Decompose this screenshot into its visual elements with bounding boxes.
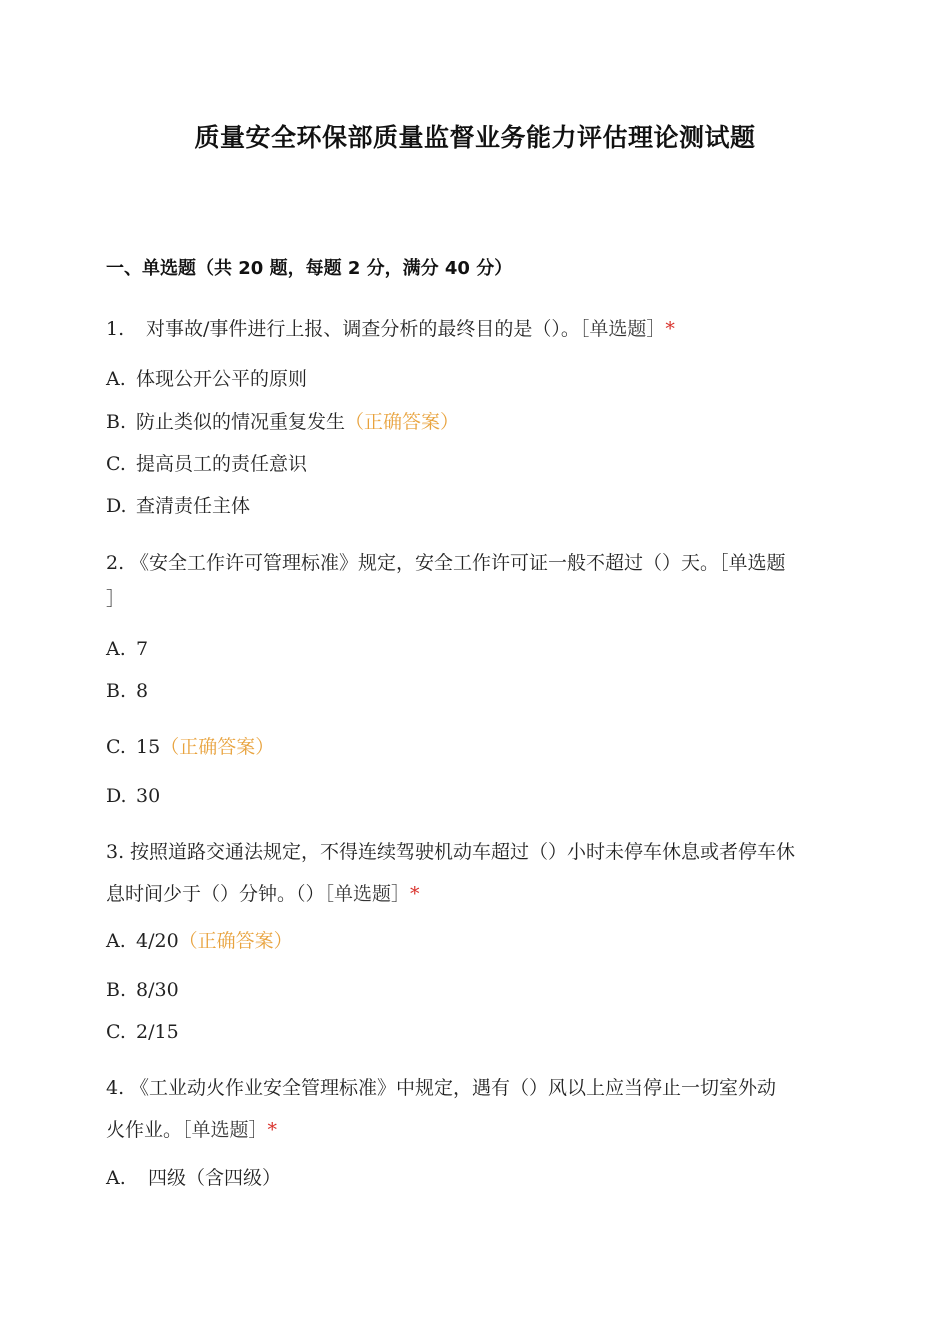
- option-label: B.: [106, 680, 127, 702]
- option-1d: [106, 485, 846, 527]
- option-label: B.: [106, 411, 127, 433]
- correct-answer-mark: （正确答案）: [178, 930, 293, 952]
- question-text-continued: 火作业。: [106, 1119, 183, 1141]
- option-text: 30: [136, 785, 161, 807]
- option-1a: [106, 358, 846, 400]
- option-label: B.: [106, 979, 127, 1001]
- option-4a: [106, 1157, 846, 1199]
- question-type: ［单选题］: [324, 883, 411, 905]
- option-text: 4/20: [136, 930, 179, 952]
- option-1c: [106, 443, 846, 485]
- question-text: 按照道路交通法规定，不得连续驾驶机动车超过（）小时未停车休息或者停车休: [130, 841, 796, 863]
- question-number: 1.: [106, 318, 125, 340]
- option-text: 2/15: [136, 1021, 179, 1043]
- option-3b: [106, 969, 846, 1011]
- required-mark: *: [410, 883, 420, 905]
- question-text-continued: ］: [106, 588, 126, 610]
- question-number: 3.: [106, 841, 125, 863]
- question-4: [106, 1067, 846, 1109]
- option-label: A.: [106, 1167, 126, 1189]
- question-text: 《安全工作许可管理标准》规定，安全工作许可证一般不超过（）天。［单选题: [130, 552, 786, 574]
- option-2a: [106, 628, 846, 670]
- option-text: 8: [136, 680, 149, 702]
- option-2b: [106, 670, 846, 712]
- question-text: 对事故/事件进行上报、调查分析的最终目的是（）。: [146, 318, 580, 340]
- section-heading: 一、单选题（共 20 题，每题 2 分，满分 40 分）: [106, 258, 513, 279]
- option-2c: [106, 726, 846, 768]
- correct-answer-mark: （正确答案）: [160, 736, 275, 758]
- question-3: [106, 831, 846, 873]
- option-text: 查清责任主体: [136, 495, 251, 517]
- question-text-continued: 息时间少于（）分钟。（）: [106, 883, 325, 905]
- option-text: 提高员工的责任意识: [136, 453, 308, 475]
- option-2d: [106, 775, 846, 817]
- question-1: [106, 308, 846, 350]
- option-label: C.: [106, 1021, 126, 1043]
- option-text: 7: [136, 638, 149, 660]
- required-mark: *: [665, 318, 675, 340]
- option-text: 15: [136, 736, 161, 758]
- option-label: A.: [106, 930, 126, 952]
- option-text: 8/30: [136, 979, 179, 1001]
- option-label: D.: [106, 495, 127, 517]
- question-4-cont: [106, 1109, 846, 1151]
- option-label: A.: [106, 368, 126, 390]
- question-number: 4.: [106, 1077, 125, 1099]
- option-label: A.: [106, 638, 126, 660]
- option-text: 体现公开公平的原则: [136, 368, 308, 390]
- option-3a: [106, 920, 846, 962]
- option-label: C.: [106, 453, 126, 475]
- question-3-cont: [106, 873, 846, 915]
- question-type: ［单选题］: [579, 318, 666, 340]
- document-title: 质量安全环保部质量监督业务能力评估理论测试题: [194, 123, 756, 152]
- question-2-cont: [106, 578, 846, 620]
- question-text: 《工业动火作业安全管理标准》中规定，遇有（）风以上应当停止一切室外动: [130, 1077, 777, 1099]
- question-type: ［单选题］: [182, 1119, 268, 1141]
- required-mark: *: [267, 1119, 278, 1141]
- option-label: D.: [106, 785, 127, 807]
- option-3c: [106, 1011, 846, 1053]
- option-1b: [106, 401, 846, 443]
- correct-answer-mark: （正确答案）: [345, 411, 460, 433]
- option-text: 四级（含四级）: [148, 1167, 282, 1189]
- option-label: C.: [106, 736, 126, 758]
- question-number: 2.: [106, 552, 125, 574]
- option-text: 防止类似的情况重复发生: [136, 411, 346, 433]
